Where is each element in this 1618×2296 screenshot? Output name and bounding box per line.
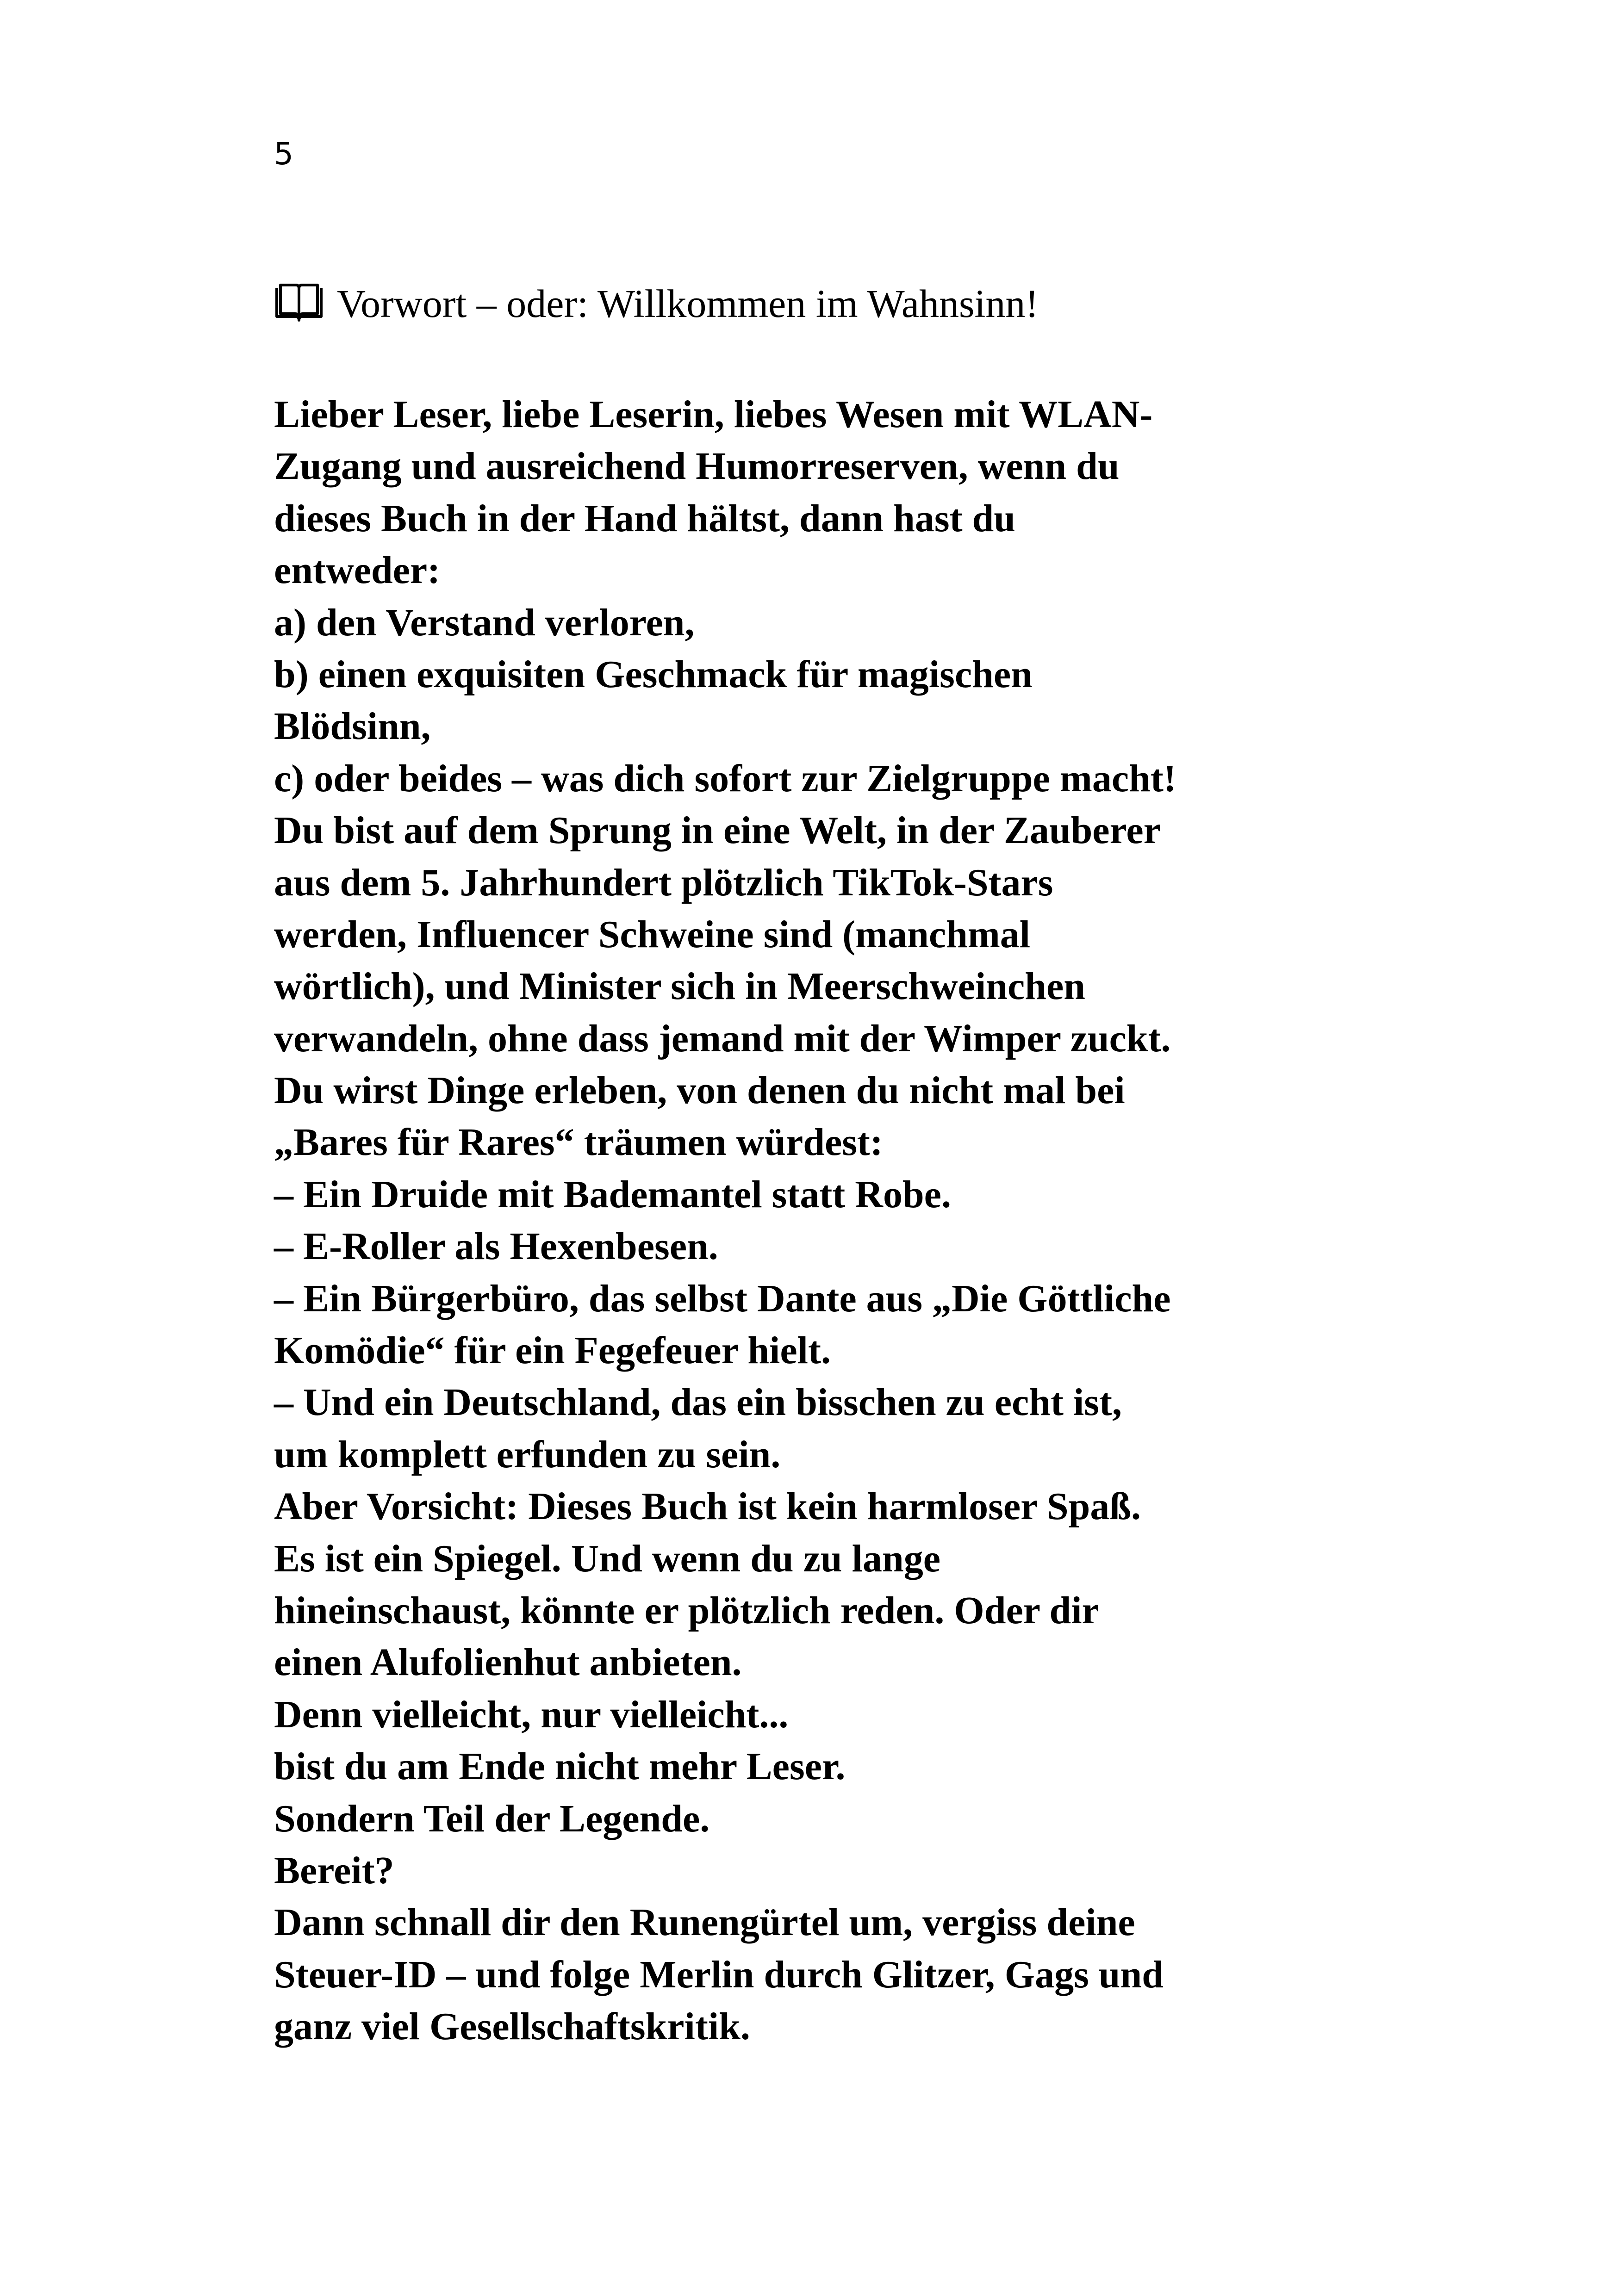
text-line: Bereit? — [274, 1849, 394, 1892]
text-line: entweder: — [274, 549, 441, 592]
text-line: aus dem 5. Jahrhundert plötzlich TikTok-Stars — [274, 861, 1053, 904]
open-book-icon — [274, 283, 324, 324]
text-line: a) den Verstand verloren, — [274, 601, 695, 644]
chapter-heading — [274, 283, 1039, 324]
text-line: ganz viel Gesellschaftskritik. — [274, 2005, 750, 2048]
text-line: b) einen exquisiten Geschmack für magischen — [274, 652, 1033, 696]
text-line: – Ein Bürgerbüro, das selbst Dante aus „Die Göttliche — [274, 1277, 1171, 1320]
text-line: – Ein Druide mit Bademantel statt Robe. — [274, 1173, 951, 1216]
text-line: Du wirst Dinge erleben, von denen du nicht mal bei — [274, 1069, 1125, 1112]
text-line: Aber Vorsicht: Dieses Buch ist kein harmloser Spaß. — [274, 1485, 1141, 1528]
text-line: Lieber Leser, liebe Leserin, liebes Wesen mit WLAN- — [274, 393, 1153, 436]
text-line: Steuer-ID – und folge Merlin durch Glitzer, Gags und — [274, 1953, 1164, 1996]
text-line: c) oder beides – was dich sofort zur Zielgruppe macht! — [274, 757, 1176, 800]
text-line: „Bares für Rares“ träumen würdest: — [274, 1121, 883, 1164]
text-line: Dann schnall dir den Runengürtel um, vergiss deine — [274, 1901, 1135, 1944]
text-line: Komödie“ für ein Fegefeuer hielt. — [274, 1329, 831, 1372]
text-line: Sondern Teil der Legende. — [274, 1797, 710, 1840]
text-line: wörtlich), und Minister sich in Meerschweinchen — [274, 965, 1086, 1008]
text-line: einen Alufolienhut anbieten. — [274, 1641, 742, 1684]
text-line: verwandeln, ohne dass jemand mit der Wimper zuckt. — [274, 1017, 1171, 1060]
text-line: – E-Roller als Hexenbesen. — [274, 1225, 718, 1268]
text-line: Du bist auf dem Sprung in eine Welt, in der Zauberer — [274, 809, 1161, 852]
text-line: Denn vielleicht, nur vielleicht... — [274, 1693, 789, 1736]
text-line: – Und ein Deutschland, das ein bisschen zu echt ist, — [274, 1381, 1122, 1424]
chapter-title: Vorwort – oder: Willkommen im Wahnsinn! — [337, 281, 1039, 326]
text-line: werden, Influencer Schweine sind (manchmal — [274, 912, 1031, 956]
body-text — [274, 389, 1375, 2053]
text-line: bist du am Ende nicht mehr Leser. — [274, 1745, 846, 1788]
page-number: 5 — [274, 136, 293, 172]
text-line: dieses Buch in der Hand hältst, dann hast du — [274, 496, 1015, 540]
text-line: Es ist ein Spiegel. Und wenn du zu lange — [274, 1537, 940, 1580]
text-line: um komplett erfunden zu sein. — [274, 1433, 781, 1476]
text-line: Zugang und ausreichend Humorreserven, wenn du — [274, 445, 1120, 488]
text-line: Blödsinn, — [274, 705, 431, 748]
text-line: hineinschaust, könnte er plötzlich reden. Oder dir — [274, 1589, 1099, 1632]
